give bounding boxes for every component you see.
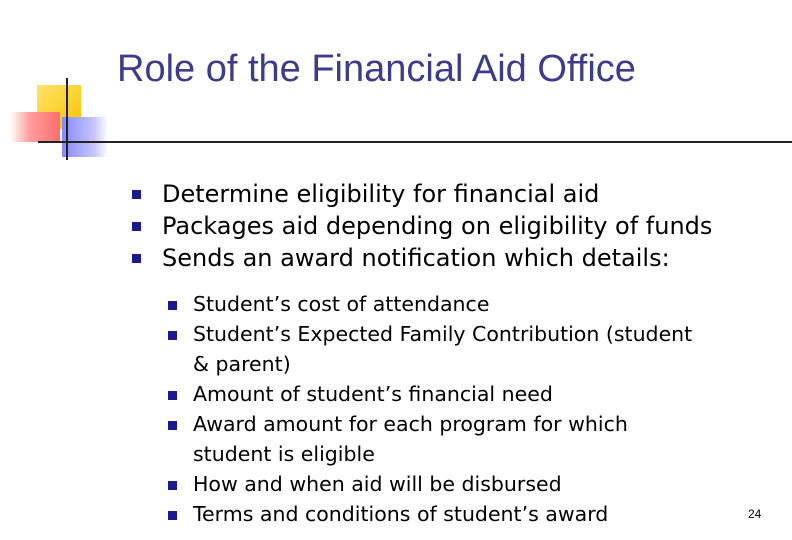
square-bullet-icon bbox=[168, 391, 177, 400]
sub-bullet-text-continued: & parent) bbox=[193, 352, 291, 376]
sub-list-item bbox=[168, 409, 692, 469]
bullet-text: Packages aid depending on eligibility of funds bbox=[162, 212, 713, 240]
sub-list-item bbox=[168, 319, 692, 379]
sub-bullet-text: Student’s Expected Family Contribution (student bbox=[193, 322, 693, 346]
slide-title: Role of the Financial Aid Office bbox=[117, 48, 636, 90]
square-bullet-icon bbox=[168, 421, 177, 430]
square-bullet-icon bbox=[168, 301, 177, 310]
page-number: 24 bbox=[748, 507, 762, 521]
bullet-text: Sends an award notification which details: bbox=[162, 244, 670, 272]
sub-list-item bbox=[168, 499, 692, 529]
sub-bullet-text: Amount of student’s financial need bbox=[193, 382, 553, 406]
sub-list-item bbox=[168, 469, 692, 499]
square-bullet-icon bbox=[132, 254, 141, 263]
square-bullet-icon bbox=[132, 222, 141, 231]
square-bullet-icon bbox=[168, 511, 177, 520]
decorative-blue-square bbox=[62, 117, 108, 157]
main-bullet-list bbox=[132, 178, 712, 274]
sub-list-item bbox=[168, 289, 692, 319]
title-underline-rule bbox=[38, 141, 792, 143]
sub-bullet-list bbox=[168, 289, 692, 529]
decorative-red-bar bbox=[10, 112, 60, 142]
sub-list-item bbox=[168, 379, 692, 409]
square-bullet-icon bbox=[168, 481, 177, 490]
sub-bullet-text: Award amount for each program for which bbox=[193, 412, 628, 436]
bullet-text: Determine eligibility for financial aid bbox=[162, 180, 600, 208]
sub-bullet-text: How and when aid will be disbursed bbox=[193, 472, 562, 496]
list-item bbox=[132, 178, 712, 210]
sub-bullet-text: Student’s cost of attendance bbox=[193, 292, 490, 316]
sub-bullet-text: Terms and conditions of student’s award bbox=[193, 502, 609, 526]
square-bullet-icon bbox=[132, 190, 141, 199]
list-item bbox=[132, 210, 712, 242]
decorative-vertical-rule bbox=[66, 78, 68, 160]
square-bullet-icon bbox=[168, 331, 177, 340]
list-item bbox=[132, 242, 712, 274]
sub-bullet-text-continued: student is eligible bbox=[193, 442, 375, 466]
